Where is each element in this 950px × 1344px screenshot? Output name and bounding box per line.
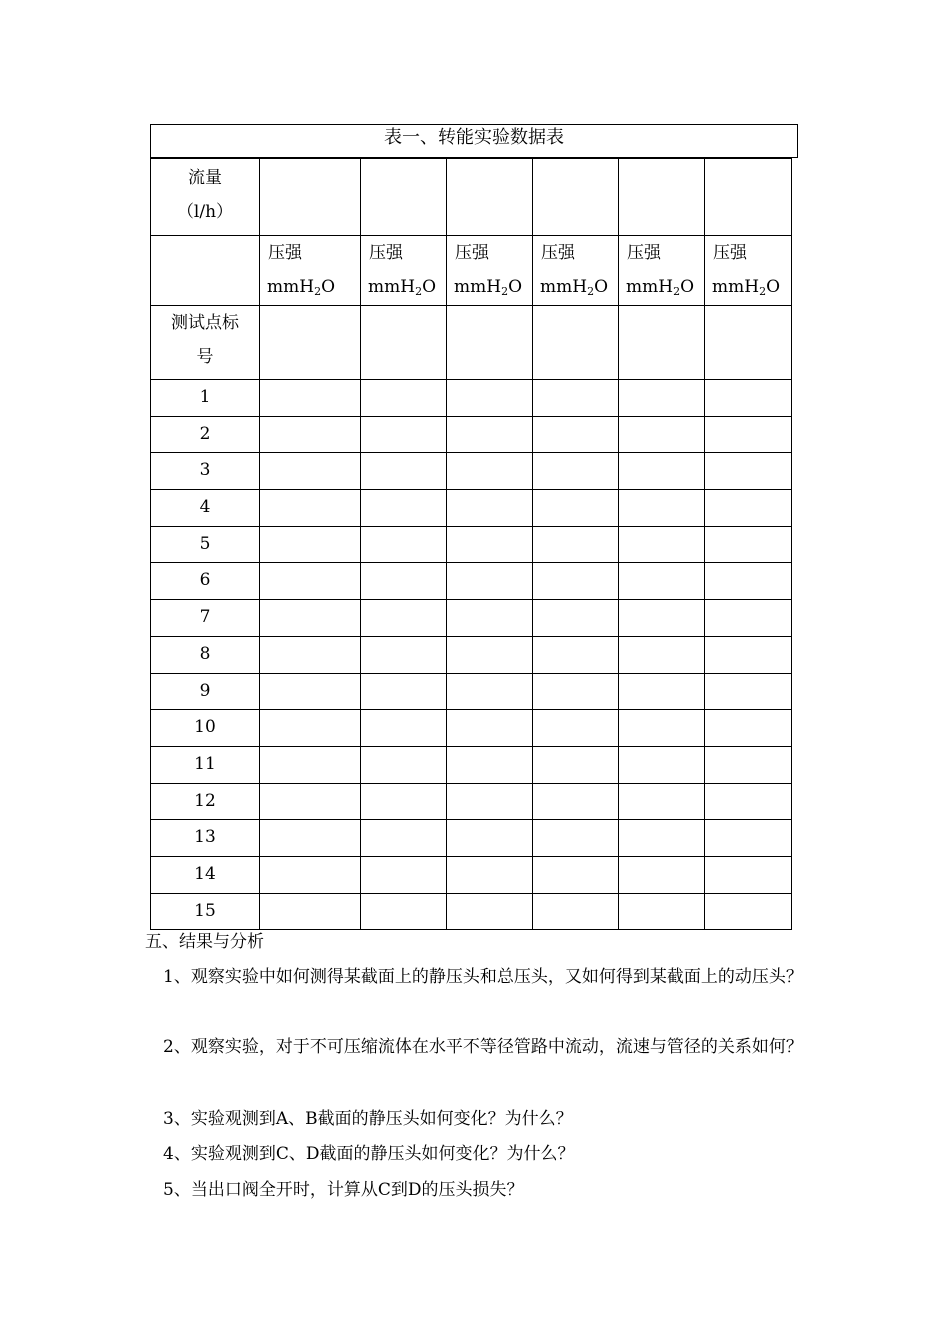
data-cell[interactable]: [533, 416, 619, 453]
data-cell[interactable]: [619, 526, 705, 563]
table-row: [151, 416, 792, 453]
data-cell[interactable]: [260, 600, 361, 637]
row-number: 6: [151, 563, 260, 600]
data-cell[interactable]: [705, 416, 792, 453]
data-cell[interactable]: [619, 856, 705, 893]
data-cell[interactable]: [447, 490, 533, 527]
data-cell[interactable]: [260, 710, 361, 747]
question-2: 2、观察实验，对于不可压缩流体在水平不等径管路中流动，流速与管径的关系如何？: [163, 1037, 803, 1057]
row-number: 7: [151, 600, 260, 637]
data-cell[interactable]: [260, 453, 361, 490]
data-cell[interactable]: [705, 893, 792, 930]
table-row: [151, 453, 792, 490]
data-cell[interactable]: [705, 563, 792, 600]
row-number: 11: [151, 746, 260, 783]
data-cell[interactable]: [260, 380, 361, 417]
data-cell[interactable]: [260, 416, 361, 453]
flow-cell[interactable]: [260, 159, 361, 236]
data-cell[interactable]: [533, 636, 619, 673]
flow-label: 流量: [188, 168, 222, 188]
pressure-header: 压强 mmH$_2$O: [533, 236, 619, 306]
data-cell[interactable]: [447, 856, 533, 893]
data-cell[interactable]: [447, 600, 533, 637]
data-cell[interactable]: [361, 526, 447, 563]
flow-cell[interactable]: [705, 159, 792, 236]
question-1: 1、观察实验中如何测得某截面上的静压头和总压头，又如何得到某截面上的动压头？: [163, 967, 803, 987]
data-cell[interactable]: [260, 306, 361, 380]
table-row: [151, 673, 792, 710]
data-cell[interactable]: [619, 636, 705, 673]
row-number: 9: [151, 673, 260, 710]
data-cell[interactable]: [447, 416, 533, 453]
row-number: 2: [151, 416, 260, 453]
table-row: [151, 710, 792, 747]
flow-cell[interactable]: [619, 159, 705, 236]
data-cell[interactable]: [260, 636, 361, 673]
data-cell[interactable]: [447, 820, 533, 857]
data-cell[interactable]: [705, 380, 792, 417]
data-cell[interactable]: [447, 563, 533, 600]
row-number: 13: [151, 820, 260, 857]
data-cell[interactable]: [361, 893, 447, 930]
flow-cell[interactable]: [361, 159, 447, 236]
data-cell[interactable]: [619, 416, 705, 453]
data-cell[interactable]: [705, 710, 792, 747]
data-cell[interactable]: [533, 453, 619, 490]
data-cell[interactable]: [260, 490, 361, 527]
data-cell[interactable]: [705, 746, 792, 783]
flow-cell[interactable]: [447, 159, 533, 236]
data-cell[interactable]: [533, 710, 619, 747]
flow-label-cell: [151, 159, 260, 236]
data-cell[interactable]: [361, 416, 447, 453]
empty-cell: [151, 236, 260, 306]
table-row: [151, 783, 792, 820]
data-cell[interactable]: [361, 673, 447, 710]
data-cell[interactable]: [260, 526, 361, 563]
data-cell[interactable]: [361, 563, 447, 600]
data-cell[interactable]: [619, 820, 705, 857]
data-cell[interactable]: [619, 380, 705, 417]
data-cell[interactable]: [533, 306, 619, 380]
data-cell[interactable]: [619, 563, 705, 600]
data-cell[interactable]: [705, 820, 792, 857]
data-cell[interactable]: [361, 856, 447, 893]
table-row: [151, 636, 792, 673]
data-cell[interactable]: [705, 636, 792, 673]
row-number: 4: [151, 490, 260, 527]
table-row: [151, 856, 792, 893]
data-cell[interactable]: [361, 710, 447, 747]
data-cell[interactable]: [447, 783, 533, 820]
row-number: 3: [151, 453, 260, 490]
row-number: 12: [151, 783, 260, 820]
data-cell[interactable]: [533, 380, 619, 417]
pressure-header: 压强 mmH$_2$O: [619, 236, 705, 306]
data-cell[interactable]: [260, 783, 361, 820]
pressure-header: 压强 mmH$_2$O: [447, 236, 533, 306]
data-cell[interactable]: [533, 893, 619, 930]
row-number: 10: [151, 710, 260, 747]
pressure-header: 压强 mmH$_2$O: [260, 236, 361, 306]
data-cell[interactable]: [361, 453, 447, 490]
data-cell[interactable]: [533, 563, 619, 600]
data-cell[interactable]: [619, 783, 705, 820]
table-row: [151, 526, 792, 563]
data-cell[interactable]: [361, 306, 447, 380]
pressure-header: 压强 mmH$_2$O: [705, 236, 792, 306]
data-cell[interactable]: [260, 893, 361, 930]
data-cell[interactable]: [361, 746, 447, 783]
row-number: 1: [151, 380, 260, 417]
data-cell[interactable]: [361, 380, 447, 417]
data-cell[interactable]: [260, 746, 361, 783]
row-number: 15: [151, 893, 260, 930]
pressure-header: 压强 mmH$_2$O: [361, 236, 447, 306]
data-cell[interactable]: [619, 453, 705, 490]
data-cell[interactable]: [619, 893, 705, 930]
flow-row: [151, 159, 792, 236]
data-cell[interactable]: [260, 563, 361, 600]
table-row: [151, 746, 792, 783]
data-cell[interactable]: [705, 783, 792, 820]
data-cell[interactable]: [705, 306, 792, 380]
table-row: [151, 490, 792, 527]
data-cell[interactable]: [260, 820, 361, 857]
data-cell[interactable]: [447, 306, 533, 380]
data-cell[interactable]: [533, 783, 619, 820]
question-5: 5、当出口阀全开时，计算从C到D的压头损失？: [163, 1180, 524, 1200]
test-point-row: [151, 306, 792, 380]
data-cell[interactable]: [705, 856, 792, 893]
data-cell[interactable]: [260, 673, 361, 710]
numbered-rows: [151, 380, 792, 930]
data-cell[interactable]: [260, 856, 361, 893]
data-cell[interactable]: [533, 856, 619, 893]
data-cell[interactable]: [447, 893, 533, 930]
data-cell[interactable]: [533, 820, 619, 857]
flow-cell[interactable]: [533, 159, 619, 236]
table-row: [151, 893, 792, 930]
data-table: [150, 158, 792, 930]
data-cell[interactable]: [447, 526, 533, 563]
data-cell[interactable]: [447, 673, 533, 710]
data-cell[interactable]: [533, 746, 619, 783]
pressure-header-row: [151, 236, 792, 306]
data-cell[interactable]: [533, 490, 619, 527]
data-cell[interactable]: [447, 380, 533, 417]
data-cell[interactable]: [447, 636, 533, 673]
data-cell[interactable]: [619, 746, 705, 783]
data-cell[interactable]: [705, 453, 792, 490]
data-cell[interactable]: [361, 600, 447, 637]
section-heading: 五、结果与分析: [145, 932, 264, 952]
table-row: [151, 820, 792, 857]
data-cell[interactable]: [619, 490, 705, 527]
flow-unit: （l/h）: [176, 202, 234, 222]
data-cell[interactable]: [619, 673, 705, 710]
data-cell[interactable]: [619, 600, 705, 637]
data-cell[interactable]: [533, 600, 619, 637]
row-number: 14: [151, 856, 260, 893]
row-number: 8: [151, 636, 260, 673]
data-cell[interactable]: [533, 526, 619, 563]
data-cell[interactable]: [619, 710, 705, 747]
table-title: 表一、转能实验数据表: [150, 124, 798, 158]
question-4: 4、实验观测到C、D截面的静压头如何变化？为什么？: [163, 1144, 575, 1164]
data-cell[interactable]: [361, 783, 447, 820]
data-cell[interactable]: [619, 306, 705, 380]
table-row: [151, 380, 792, 417]
question-3: 3、实验观测到A、B截面的静压头如何变化？为什么？: [163, 1109, 573, 1129]
row-number: 5: [151, 526, 260, 563]
table-row: [151, 600, 792, 637]
data-cell[interactable]: [447, 746, 533, 783]
test-point-label: 测试点标 号: [151, 306, 260, 380]
data-cell[interactable]: [447, 710, 533, 747]
data-cell[interactable]: [705, 673, 792, 710]
data-cell[interactable]: [447, 453, 533, 490]
table-row: [151, 563, 792, 600]
data-cell[interactable]: [705, 526, 792, 563]
data-cell[interactable]: [361, 490, 447, 527]
data-cell[interactable]: [705, 600, 792, 637]
data-cell[interactable]: [361, 636, 447, 673]
data-cell[interactable]: [705, 490, 792, 527]
data-cell[interactable]: [533, 673, 619, 710]
data-cell[interactable]: [361, 820, 447, 857]
